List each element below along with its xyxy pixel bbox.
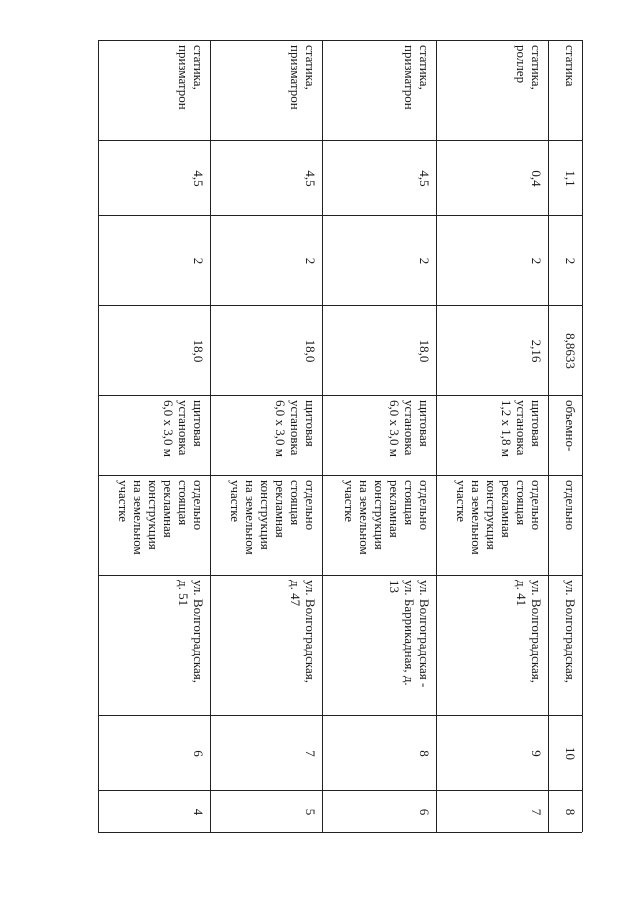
cell-line: 8 [417, 750, 432, 757]
cell-line: 2 [191, 257, 206, 265]
cell-line: стоящая [176, 480, 191, 526]
cell-line: на земельном [357, 480, 372, 555]
cell-line: на земельном [131, 480, 146, 555]
column-border [98, 790, 582, 791]
cell-line: ул. Волгоградская, [529, 580, 544, 684]
cell-line: щитовая [417, 400, 432, 447]
cell-line: д. 47 [288, 580, 303, 607]
cell-line: щитовая [303, 400, 318, 447]
cell-line: 18,0 [303, 339, 318, 363]
table-cell-sides [550, 220, 578, 302]
table-cell-sides [324, 220, 432, 302]
table-cell-area [324, 310, 432, 392]
row-border [98, 40, 99, 832]
cell-line: 6 [417, 808, 432, 816]
cell-line: д. 41 [514, 580, 529, 607]
cell-line: 18,0 [191, 339, 206, 363]
table-cell-type [212, 480, 318, 572]
cell-line: участке [342, 480, 357, 523]
cell-line: 1,1 [563, 170, 578, 187]
cell-line: 6,0 x 3,0 м [273, 400, 288, 457]
table-cell-area [550, 310, 578, 392]
table-cell-form [324, 400, 432, 472]
table-cell-tech [550, 45, 578, 137]
cell-line: конструкция [258, 480, 273, 550]
cell-line: 4,5 [191, 170, 206, 187]
cell-line: участке [454, 480, 469, 523]
cell-line: отдельно [529, 480, 544, 531]
cell-line: 2 [563, 257, 578, 265]
table-cell-type [100, 480, 206, 572]
table-cell-num [100, 795, 206, 829]
table-cell-field-area [438, 145, 544, 212]
cell-line: отдельно [191, 480, 206, 531]
table-cell-address [324, 580, 432, 712]
table-cell-field-area [212, 145, 318, 212]
cell-line: 10 [563, 747, 578, 760]
cell-line: 2 [417, 257, 432, 265]
table-cell-num [438, 795, 544, 829]
column-border [98, 215, 582, 216]
cell-line: 7 [529, 808, 544, 816]
cell-line: призматрон [176, 45, 191, 110]
cell-line: рекламная [499, 480, 514, 538]
table-cell-form [212, 400, 318, 472]
table-cell-num [212, 795, 318, 829]
cell-line: 2,16 [529, 339, 544, 363]
cell-line: ул. Волгоградская, [191, 580, 206, 684]
cell-line: рекламная [273, 480, 288, 538]
cell-line: статика, [303, 45, 318, 90]
cell-line: роллер [514, 45, 529, 84]
cell-line: отдельно [303, 480, 318, 531]
cell-line: конструкция [484, 480, 499, 550]
table-cell-type [438, 480, 544, 572]
table-cell-tech [324, 45, 432, 137]
column-border [98, 40, 582, 41]
cell-line: рекламная [161, 480, 176, 538]
table-cell-address [212, 580, 318, 712]
cell-line: щитовая [529, 400, 544, 447]
table-cell-address [550, 580, 578, 712]
row-border [210, 40, 211, 832]
table-cell-form [550, 400, 578, 472]
cell-line: статика, [417, 45, 432, 90]
table-cell-type [324, 480, 432, 572]
cell-line: отдельно [417, 480, 432, 531]
table-cell-field-area [100, 145, 206, 212]
table-cell-sides [438, 220, 544, 302]
column-border [98, 140, 582, 141]
cell-line: стоящая [402, 480, 417, 526]
cell-line: рекламная [387, 480, 402, 538]
table-cell-field-area [550, 145, 578, 212]
table-cell-area [438, 310, 544, 392]
column-border [98, 475, 582, 476]
cell-line: 13 [387, 580, 402, 593]
cell-line: конструкция [372, 480, 387, 550]
cell-line: 4 [191, 808, 206, 816]
row-border [322, 40, 323, 832]
row-border [582, 40, 583, 832]
cell-line: ул. Баррикадная, д. [402, 580, 417, 686]
cell-line: стоящая [514, 480, 529, 526]
cell-line: 4,5 [417, 170, 432, 187]
column-border [98, 305, 582, 306]
cell-line: на земельном [469, 480, 484, 555]
table-cell-type [550, 480, 578, 572]
table-cell-tech [212, 45, 318, 137]
table-cell-field-area [324, 145, 432, 212]
cell-line: 7 [303, 750, 318, 757]
cell-line: стоящая [288, 480, 303, 526]
cell-line: 5 [303, 808, 318, 816]
table-cell-form [100, 400, 206, 472]
row-border [548, 40, 549, 832]
column-border [98, 832, 582, 833]
table-cell-tech [438, 45, 544, 137]
cell-line: конструкция [146, 480, 161, 550]
cell-line: 0,4 [529, 170, 544, 187]
cell-line: статика [563, 45, 578, 87]
table-cell-area [100, 310, 206, 392]
table-cell-num [550, 795, 578, 829]
table-cell-sides [212, 220, 318, 302]
cell-line: статика, [529, 45, 544, 90]
table-cell-loc-num [324, 720, 432, 787]
table-cell-loc-num [212, 720, 318, 787]
table-cell-sides [100, 220, 206, 302]
table-cell-loc-num [100, 720, 206, 787]
cell-line: 1,2 x 1,8 м [499, 400, 514, 457]
row-border [436, 40, 437, 832]
column-border [98, 575, 582, 576]
cell-line: статика, [191, 45, 206, 90]
cell-line: ул. Волгоградская, [303, 580, 318, 684]
column-border [98, 715, 582, 716]
cell-line: установка [288, 400, 303, 456]
table-cell-num [324, 795, 432, 829]
cell-line: призматрон [288, 45, 303, 110]
table-cell-loc-num [550, 720, 578, 787]
cell-line: призматрон [402, 45, 417, 110]
table-cell-address [438, 580, 544, 712]
table-cell-area [212, 310, 318, 392]
cell-line: 8,8633 [563, 333, 578, 369]
cell-line: установка [176, 400, 191, 456]
cell-line: 6 [191, 750, 206, 757]
cell-line: установка [514, 400, 529, 456]
cell-line: объемно- [563, 400, 578, 452]
cell-line: 8 [563, 808, 578, 816]
cell-line: 2 [529, 257, 544, 265]
cell-line: 6,0 x 3,0 м [161, 400, 176, 457]
table-cell-form [438, 400, 544, 472]
cell-line: установка [402, 400, 417, 456]
cell-line: отдельно [563, 480, 578, 531]
table-cell-loc-num [438, 720, 544, 787]
cell-line: 4,5 [303, 170, 318, 187]
cell-line: щитовая [191, 400, 206, 447]
cell-line: ул. Волгоградская - [417, 580, 432, 688]
cell-line: ул. Волгоградская, [563, 580, 578, 684]
cell-line: участке [116, 480, 131, 523]
table-cell-address [100, 580, 206, 712]
cell-line: д. 51 [176, 580, 191, 607]
cell-line: 2 [303, 257, 318, 265]
cell-line: на земельном [243, 480, 258, 555]
cell-line: 6,0 x 3,0 м [387, 400, 402, 457]
cell-line: участке [228, 480, 243, 523]
table-cell-tech [100, 45, 206, 137]
cell-line: 18,0 [417, 339, 432, 363]
column-border [98, 395, 582, 396]
cell-line: 9 [529, 750, 544, 757]
